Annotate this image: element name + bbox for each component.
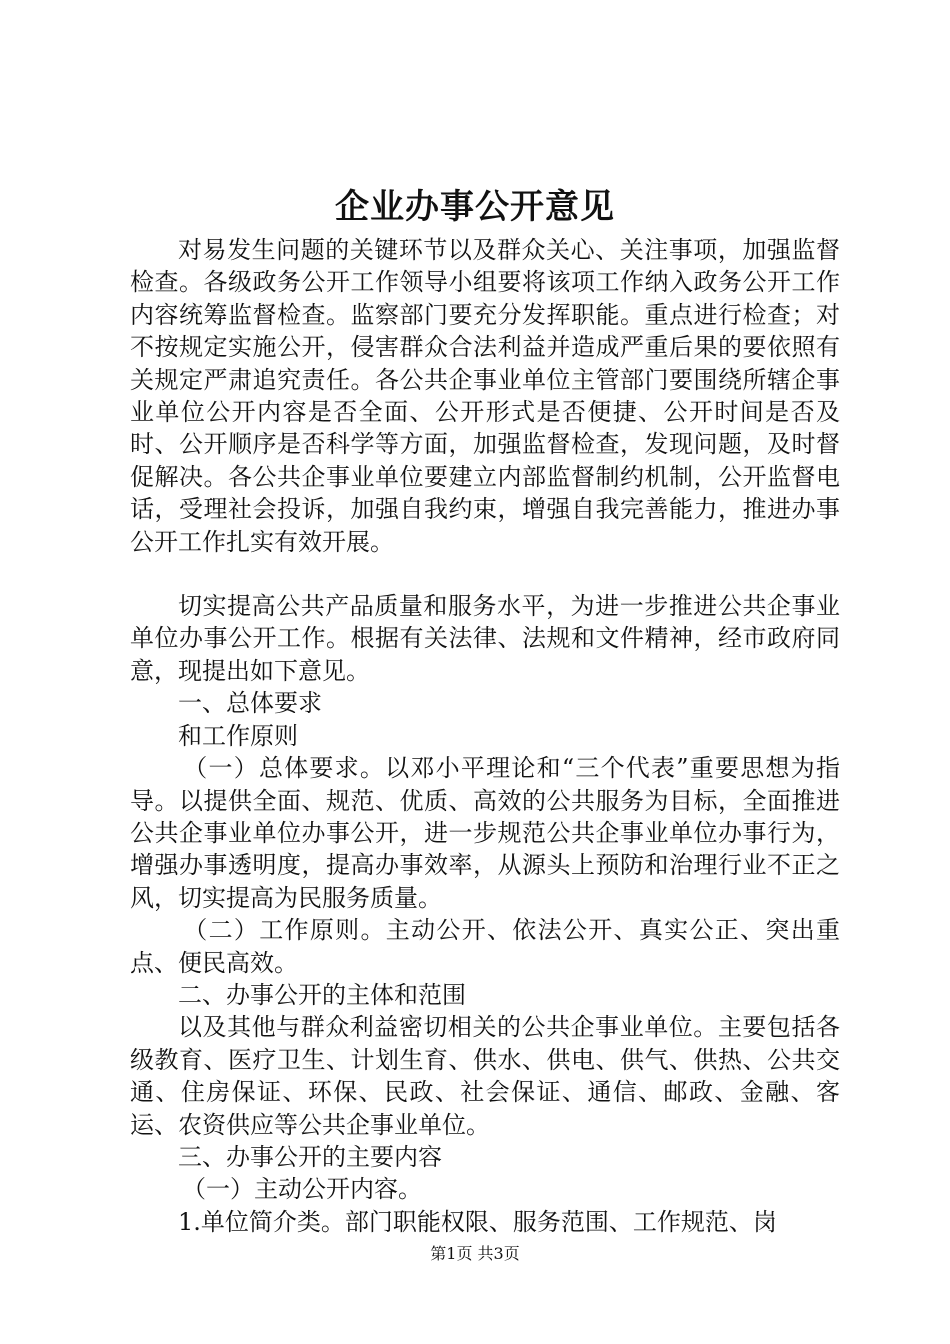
paragraph-work-principle-text: （二）工作原则。主动公开、依法公开、真实公正、突出重点、便民高效。 bbox=[130, 916, 840, 977]
paragraph-unit-profile: 1.单位简介类。部门职能权限、服务范围、工作规范、岗 bbox=[178, 1207, 777, 1236]
paragraph-supervision: 对易发生问题的关键环节以及群众关心、关注事项，加强监督检查。各级政务公开工作领导小组要将该项工作纳入政务公开工作内容统筹监督检查。监察部门要充分发挥职能。重点进行检查；对不按规定实施公开，侵害群众合法利益并造成严重后果的要依照有关规定严肃追究责任。各公共企事业单位主管部门要围绕所辖企事业单位公开内容是否全面、公开形式是否便捷、公开时间是否及时、公开顺序是否科学等方面，加强监督检查，发现问题，及时督促解决。各公共企事业单位要建立内部监督制约机制，公开监督电话，受理社会投诉，加强自我约束，增强自我完善能力，推进办事公开工作扎实有效开展。 bbox=[130, 236, 840, 556]
section-heading-3: 三、办事公开的主要内容 bbox=[178, 1142, 442, 1171]
document-body bbox=[130, 234, 840, 1238]
page-number-footer: 第1页 共3页 bbox=[430, 1244, 520, 1263]
subsection-heading-proactive: （一）主动公开内容。 bbox=[182, 1175, 422, 1204]
section-heading-1-cont: 和工作原则 bbox=[178, 721, 298, 750]
section-heading-2: 二、办事公开的主体和范围 bbox=[178, 980, 466, 1009]
paragraph-intro: 切实提高公共产品质量和服务水平，为进一步推进公共企事业单位办事公开工作。根据有关法律、法规和文件精神，经市政府同意，现提出如下意见。 bbox=[130, 592, 840, 685]
paragraph-work-principle bbox=[130, 914, 840, 979]
paragraph-general-requirement bbox=[130, 752, 840, 914]
document-title: 企业办事公开意见 bbox=[335, 187, 615, 227]
paragraph-general-requirement-text: （一）总体要求。以邓小平理论和“三个代表”重要思想为指导。以提供全面、规范、优质、高效的公共服务为目标，全面推进公共企事业单位办事公开，进一步规范公共企事业单位办事行为，增强办事透明度，提高办事效率，从源头上预防和治理行业不正之风，切实提高为民服务质量。 bbox=[130, 754, 840, 912]
section-heading-1: 一、总体要求 bbox=[178, 689, 322, 718]
paragraph-scope: 以及其他与群众利益密切相关的公共企事业单位。主要包括各级教育、医疗卫生、计划生育、供水、供电、供气、供热、公共交通、住房保证、环保、民政、社会保证、通信、邮政、金融、客运、农资供应等公共企事业单位。 bbox=[130, 1013, 840, 1139]
